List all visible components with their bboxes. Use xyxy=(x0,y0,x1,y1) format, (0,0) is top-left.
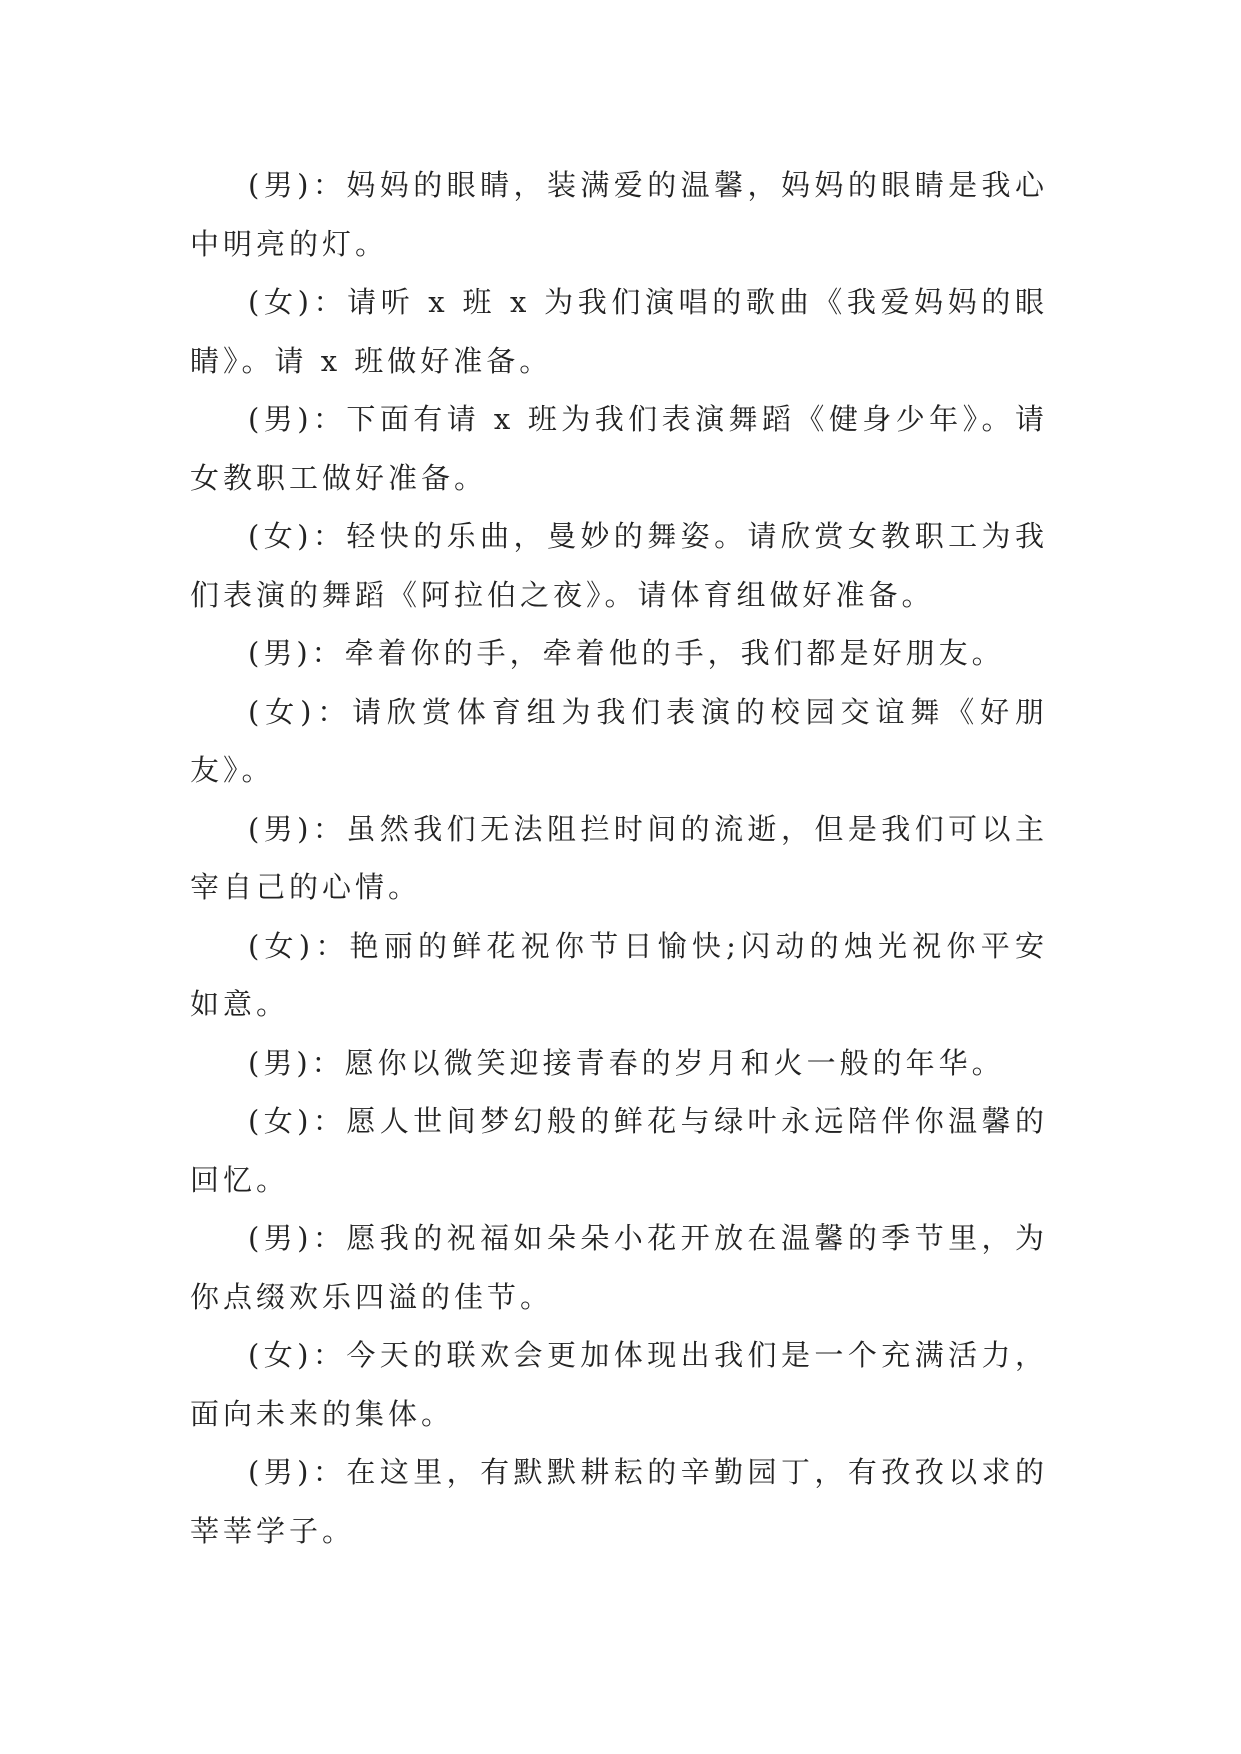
paragraph-2: (女)：请听 x 班 x 为我们演唱的歌曲《我爱妈妈的眼睛》。请 x 班做好准备。 xyxy=(190,285,1048,378)
paragraph-12: (女)：今天的联欢会更加体现出我们是一个充满活力，面向未来的集体。 xyxy=(190,1338,1048,1431)
paragraph-1: (男)：妈妈的眼睛，装满爱的温馨，妈妈的眼睛是我心中明亮的灯。 xyxy=(190,168,1048,261)
paragraph-8: (女)：艳丽的鲜花祝你节日愉快;闪动的烛光祝你平安如意。 xyxy=(190,928,1048,1021)
document-body xyxy=(190,156,1048,1560)
paragraph-4: (女)：轻快的乐曲，曼妙的舞姿。请欣赏女教职工为我们表演的舞蹈《阿拉伯之夜》。请体育组做好准备。 xyxy=(190,519,1048,612)
paragraph-7: (男)：虽然我们无法阻拦时间的流逝，但是我们可以主宰自己的心情。 xyxy=(190,811,1048,904)
paragraph-11: (男)：愿我的祝福如朵朵小花开放在温馨的季节里，为你点缀欢乐四溢的佳节。 xyxy=(190,1221,1048,1314)
paragraph-6: (女)：请欣赏体育组为我们表演的校园交谊舞《好朋友》。 xyxy=(190,694,1048,787)
paragraph-10: (女)：愿人世间梦幻般的鲜花与绿叶永远陪伴你温馨的回忆。 xyxy=(190,1104,1048,1197)
paragraph-9: (男)：愿你以微笑迎接青春的岁月和火一般的年华。 xyxy=(248,1045,1005,1080)
paragraph-5: (男)：牵着你的手，牵着他的手，我们都是好朋友。 xyxy=(248,636,1005,670)
paragraph-3: (男)：下面有请 x 班为我们表演舞蹈《健身少年》。请女教职工做好准备。 xyxy=(190,402,1048,495)
paragraph-13: (男)：在这里，有默默耕耘的辛勤园丁，有孜孜以求的莘莘学子。 xyxy=(190,1455,1048,1548)
